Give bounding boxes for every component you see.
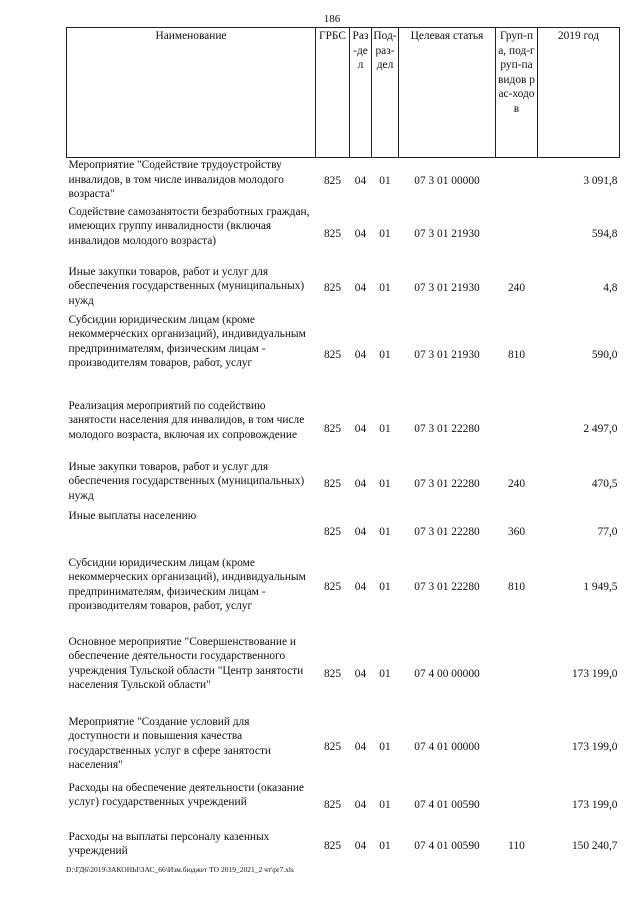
footer-file-path: D:\ГД6\2019\ЗАКОНЫ\ЗАС_66\Изм.бюджет ТО 2019_2021_2 чт\pr7.xls [66,865,294,874]
row-name: Мероприятие "Создание условий для доступности и повышения качества государственных услуг в сфере занятости населения" [68,715,272,771]
row-grbs: 825 [323,798,342,811]
header-year: 2019 год [538,28,620,158]
row-podrazdel: 01 [379,282,391,295]
row-amount: 2 497,0 [583,422,618,435]
row-group: 110 [508,839,525,852]
row-podrazdel: 01 [379,349,391,362]
row-name: Расходы на обеспечение деятельности (оказание услуг) государственных учреждений [68,781,304,808]
row-target: 07 3 01 22280 [414,526,480,538]
row-grbs: 825 [323,175,342,187]
row-amount: 173 199,0 [571,798,618,811]
row-grbs: 825 [323,477,342,490]
row-amount: 1 949,5 [583,580,618,593]
row-name: Иные закупки товаров, работ и услуг для обеспечения государственных (муниципальных) нужд [68,460,305,502]
row-group: 240 [507,477,526,490]
row-target: 07 3 01 00000 [414,175,480,187]
table-row [67,460,620,509]
table-row [67,715,620,781]
row-group [496,205,538,265]
row-grbs: 825 [323,422,342,435]
budget-table [66,27,620,863]
row-razdel: 04 [354,798,367,811]
table-row [67,205,620,265]
row-podrazdel: 01 [379,798,391,811]
row-podrazdel: 01 [379,422,391,435]
row-target: 07 4 01 00000 [414,741,480,754]
row-grbs: 825 [323,580,342,593]
row-name: Реализация мероприятий по содействию занятости населения для инвалидов, в том числе молодого возраста, включая их сопровождение [68,399,305,441]
row-amount: 150 240,7 [571,839,618,852]
row-name: Субсидии юридическим лицам (кроме некоммерческих организаций), индивидуальным предпринимателям, физическим лицам - производителям товаров, работ, услуг [68,556,306,612]
header-name: Наименование [67,28,316,158]
page-number: 186 [323,13,341,25]
row-razdel: 04 [354,668,367,681]
table-row [67,158,620,205]
header-grbs: ГРБС [316,28,350,158]
row-grbs: 825 [323,282,342,295]
row-group [496,715,538,781]
row-razdel: 04 [354,741,367,754]
row-target: 07 4 00 00000 [414,668,480,681]
row-amount: 4,8 [603,282,618,295]
row-amount: 3 091,8 [583,175,618,187]
header-group: Груп-па, под-груп-па видов рас-ходов [496,28,538,158]
row-grbs: 825 [323,526,342,538]
row-group [496,158,538,205]
row-amount: 173 199,0 [571,668,618,681]
row-grbs: 825 [323,839,342,852]
header-podrazdel: Под-раз-дел [372,28,399,158]
row-target: 07 3 01 21930 [414,282,480,295]
row-razdel: 04 [354,580,367,593]
row-group: 360 [507,526,526,538]
table-row [67,781,620,830]
row-grbs: 825 [323,228,342,241]
table-row [67,399,620,460]
row-name: Расходы на выплаты персоналу казенных учреждений [68,830,270,857]
row-group: 240 [507,282,526,295]
row-razdel: 04 [354,477,367,490]
row-amount: 470,5 [591,477,618,490]
row-podrazdel: 01 [379,526,391,538]
row-group [496,399,538,460]
row-grbs: 825 [323,668,342,681]
row-podrazdel: 01 [379,580,391,593]
row-target: 07 3 01 22280 [414,422,480,435]
row-amount: 77,0 [597,526,618,538]
header-razdel: Раз-дел [350,28,372,158]
row-podrazdel: 01 [379,477,391,490]
row-podrazdel: 01 [379,175,391,187]
row-name: Иные выплаты населению [68,509,197,522]
table-header-row [67,28,620,158]
row-target: 07 3 01 21930 [414,349,480,362]
row-name: Основное мероприятие "Совершенствование и обеспечение деятельности государственного учреждения Тульской области "Центр занятости населения Тульской области" [68,635,304,691]
row-razdel: 04 [354,526,367,538]
row-razdel: 04 [354,228,367,241]
row-name: Содействие самозанятости безработных граждан, имеющих группу инвалидности (включая инвалидов молодого возраста) [68,205,310,247]
row-grbs: 825 [323,741,342,754]
row-name: Иные закупки товаров, работ и услуг для обеспечения государственных (муниципальных) нужд [68,265,305,307]
row-podrazdel: 01 [379,839,391,852]
row-target: 07 3 01 22280 [414,477,480,490]
row-razdel: 04 [354,839,367,852]
row-razdel: 04 [354,349,367,362]
row-podrazdel: 01 [379,668,391,681]
row-name: Субсидии юридическим лицам (кроме некоммерческих организаций), индивидуальным предпринимателям, физическим лицам - производителям товаров, работ, услуг [68,313,306,369]
table-row [67,313,620,399]
row-amount: 590,0 [591,349,618,362]
row-group: 810 [507,349,526,362]
row-target: 07 3 01 21930 [414,228,480,241]
table-row [67,509,620,540]
row-razdel: 04 [354,175,367,187]
row-target: 07 3 01 22280 [414,580,480,593]
row-amount: 594,8 [591,228,618,241]
row-razdel: 04 [354,282,367,295]
row-podrazdel: 01 [379,741,391,754]
row-group: 810 [507,580,526,593]
row-target: 07 4 01 00590 [414,839,480,852]
row-group [496,635,538,715]
row-grbs: 825 [323,349,342,362]
table-row [67,830,620,863]
row-razdel: 04 [354,422,367,435]
row-podrazdel: 01 [379,228,391,241]
row-target: 07 4 01 00590 [414,798,480,811]
table-row [67,540,620,635]
header-target: Целевая статья [399,28,496,158]
row-amount: 173 199,0 [571,741,618,754]
table-row [67,635,620,715]
row-name: Мероприятие "Содействие трудоустройству инвалидов, в том числе инвалидов молодого возраста" [68,159,284,200]
table-row [67,265,620,313]
row-group [496,781,538,830]
